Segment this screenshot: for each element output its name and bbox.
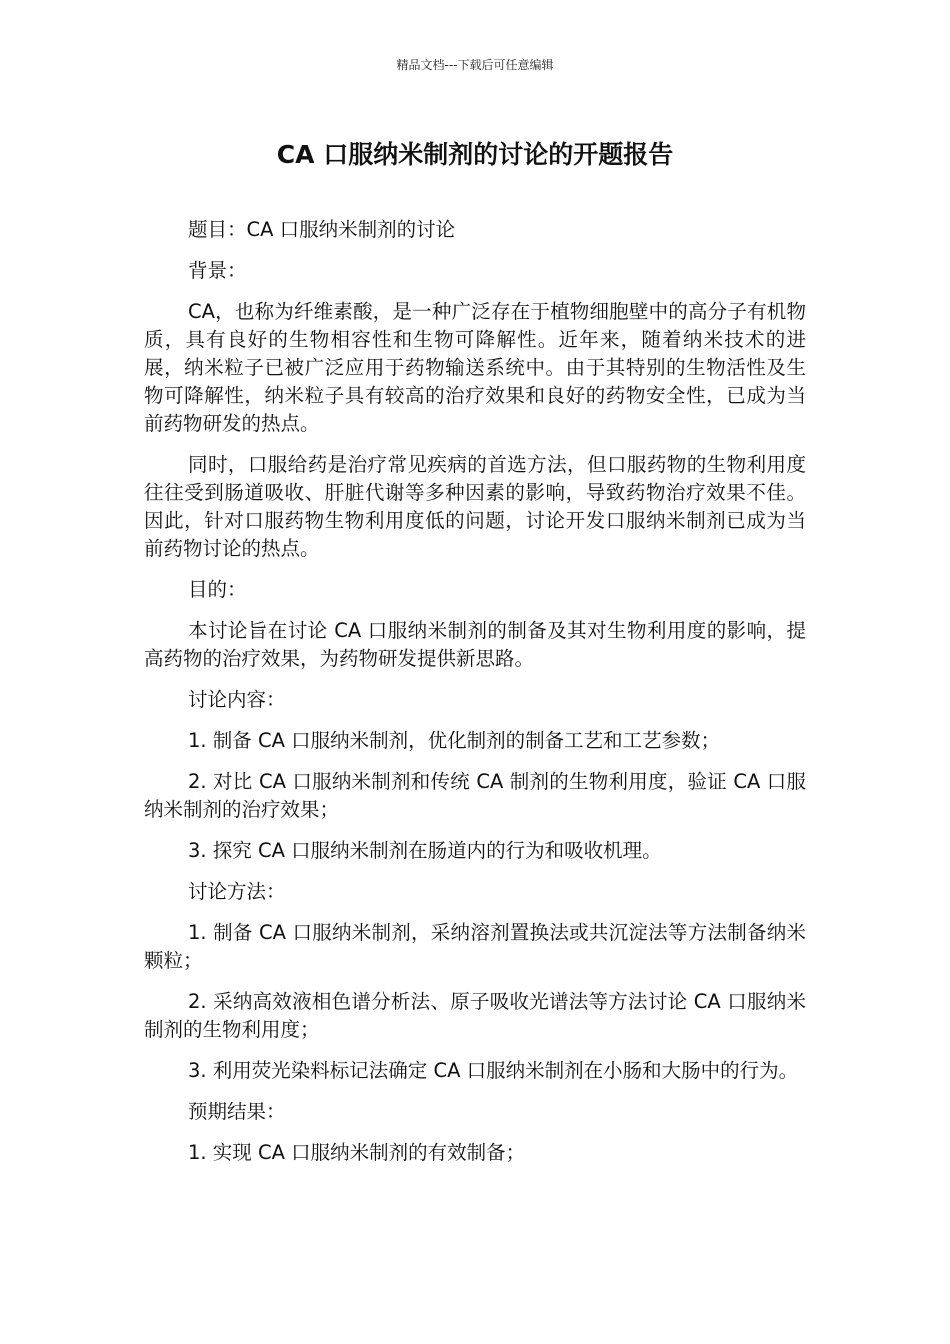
list-item-content-3: 3. 探究 CA 口服纳米制剂在肠道内的行为和吸收机理。: [188, 839, 662, 862]
paragraph-background-2: 同时，口服给药是治疗常见疾病的首选方法，但口服药物的生物利用度往往受到肠道吸收、肝脏代谢等多种因素的影响，导致药物治疗效果不佳。因此，针对口服药物生物利用度低的问题，讨论开发口服纳米制剂已成为当前药物讨论的热点。: [144, 453, 806, 560]
paragraph-background-1: CA，也称为纤维素酸，是一种广泛存在于植物细胞壁中的高分子有机物质，具有良好的生物相容性和生物可降解性。近年来，随着纳米技术的进展，纳米粒子已被广泛应用于药物输送系统中。由于其特别的生物活性及生物可降解性，纳米粒子具有较高的治疗效果和良好的药物安全性，已成为当前药物研发的热点。: [144, 300, 806, 435]
list-item-method-2: 2. 采纳高效液相色谱分析法、原子吸收光谱法等方法讨论 CA 口服纳米制剂的生物利用度；: [144, 990, 806, 1041]
heading-expected-results: 预期结果：: [188, 1100, 286, 1123]
list-item-content-2: 2. 对比 CA 口服纳米制剂和传统 CA 制剂的生物利用度，验证 CA 口服纳米制剂的治疗效果；: [144, 770, 806, 821]
paragraph-topic: 题目：CA 口服纳米制剂的讨论: [188, 218, 456, 241]
paragraph-purpose: 本讨论旨在讨论 CA 口服纳米制剂的制备及其对生物利用度的影响，提高药物的治疗效果，为药物研发提供新思路。: [144, 619, 806, 670]
header-note: 精品文档---下载后可任意编辑: [396, 58, 554, 72]
document-body: [144, 216, 806, 1180]
heading-method: 讨论方法：: [188, 880, 286, 903]
list-item-content-1: 1. 制备 CA 口服纳米制剂，优化制剂的制备工艺和工艺参数；: [188, 729, 721, 752]
heading-content: 讨论内容：: [188, 688, 286, 711]
heading-purpose: 目的：: [188, 578, 247, 601]
list-item-method-3: 3. 利用荧光染料标记法确定 CA 口服纳米制剂在小肠和大肠中的行为。: [188, 1059, 799, 1082]
list-item-result-1: 1. 实现 CA 口服纳米制剂的有效制备；: [188, 1141, 526, 1164]
list-item-method-1: 1. 制备 CA 口服纳米制剂，采纳溶剂置换法或共沉淀法等方法制备纳米颗粒；: [144, 921, 806, 972]
heading-background: 背景：: [188, 259, 247, 282]
document-title: CA 口服纳米制剂的讨论的开题报告: [276, 140, 674, 169]
